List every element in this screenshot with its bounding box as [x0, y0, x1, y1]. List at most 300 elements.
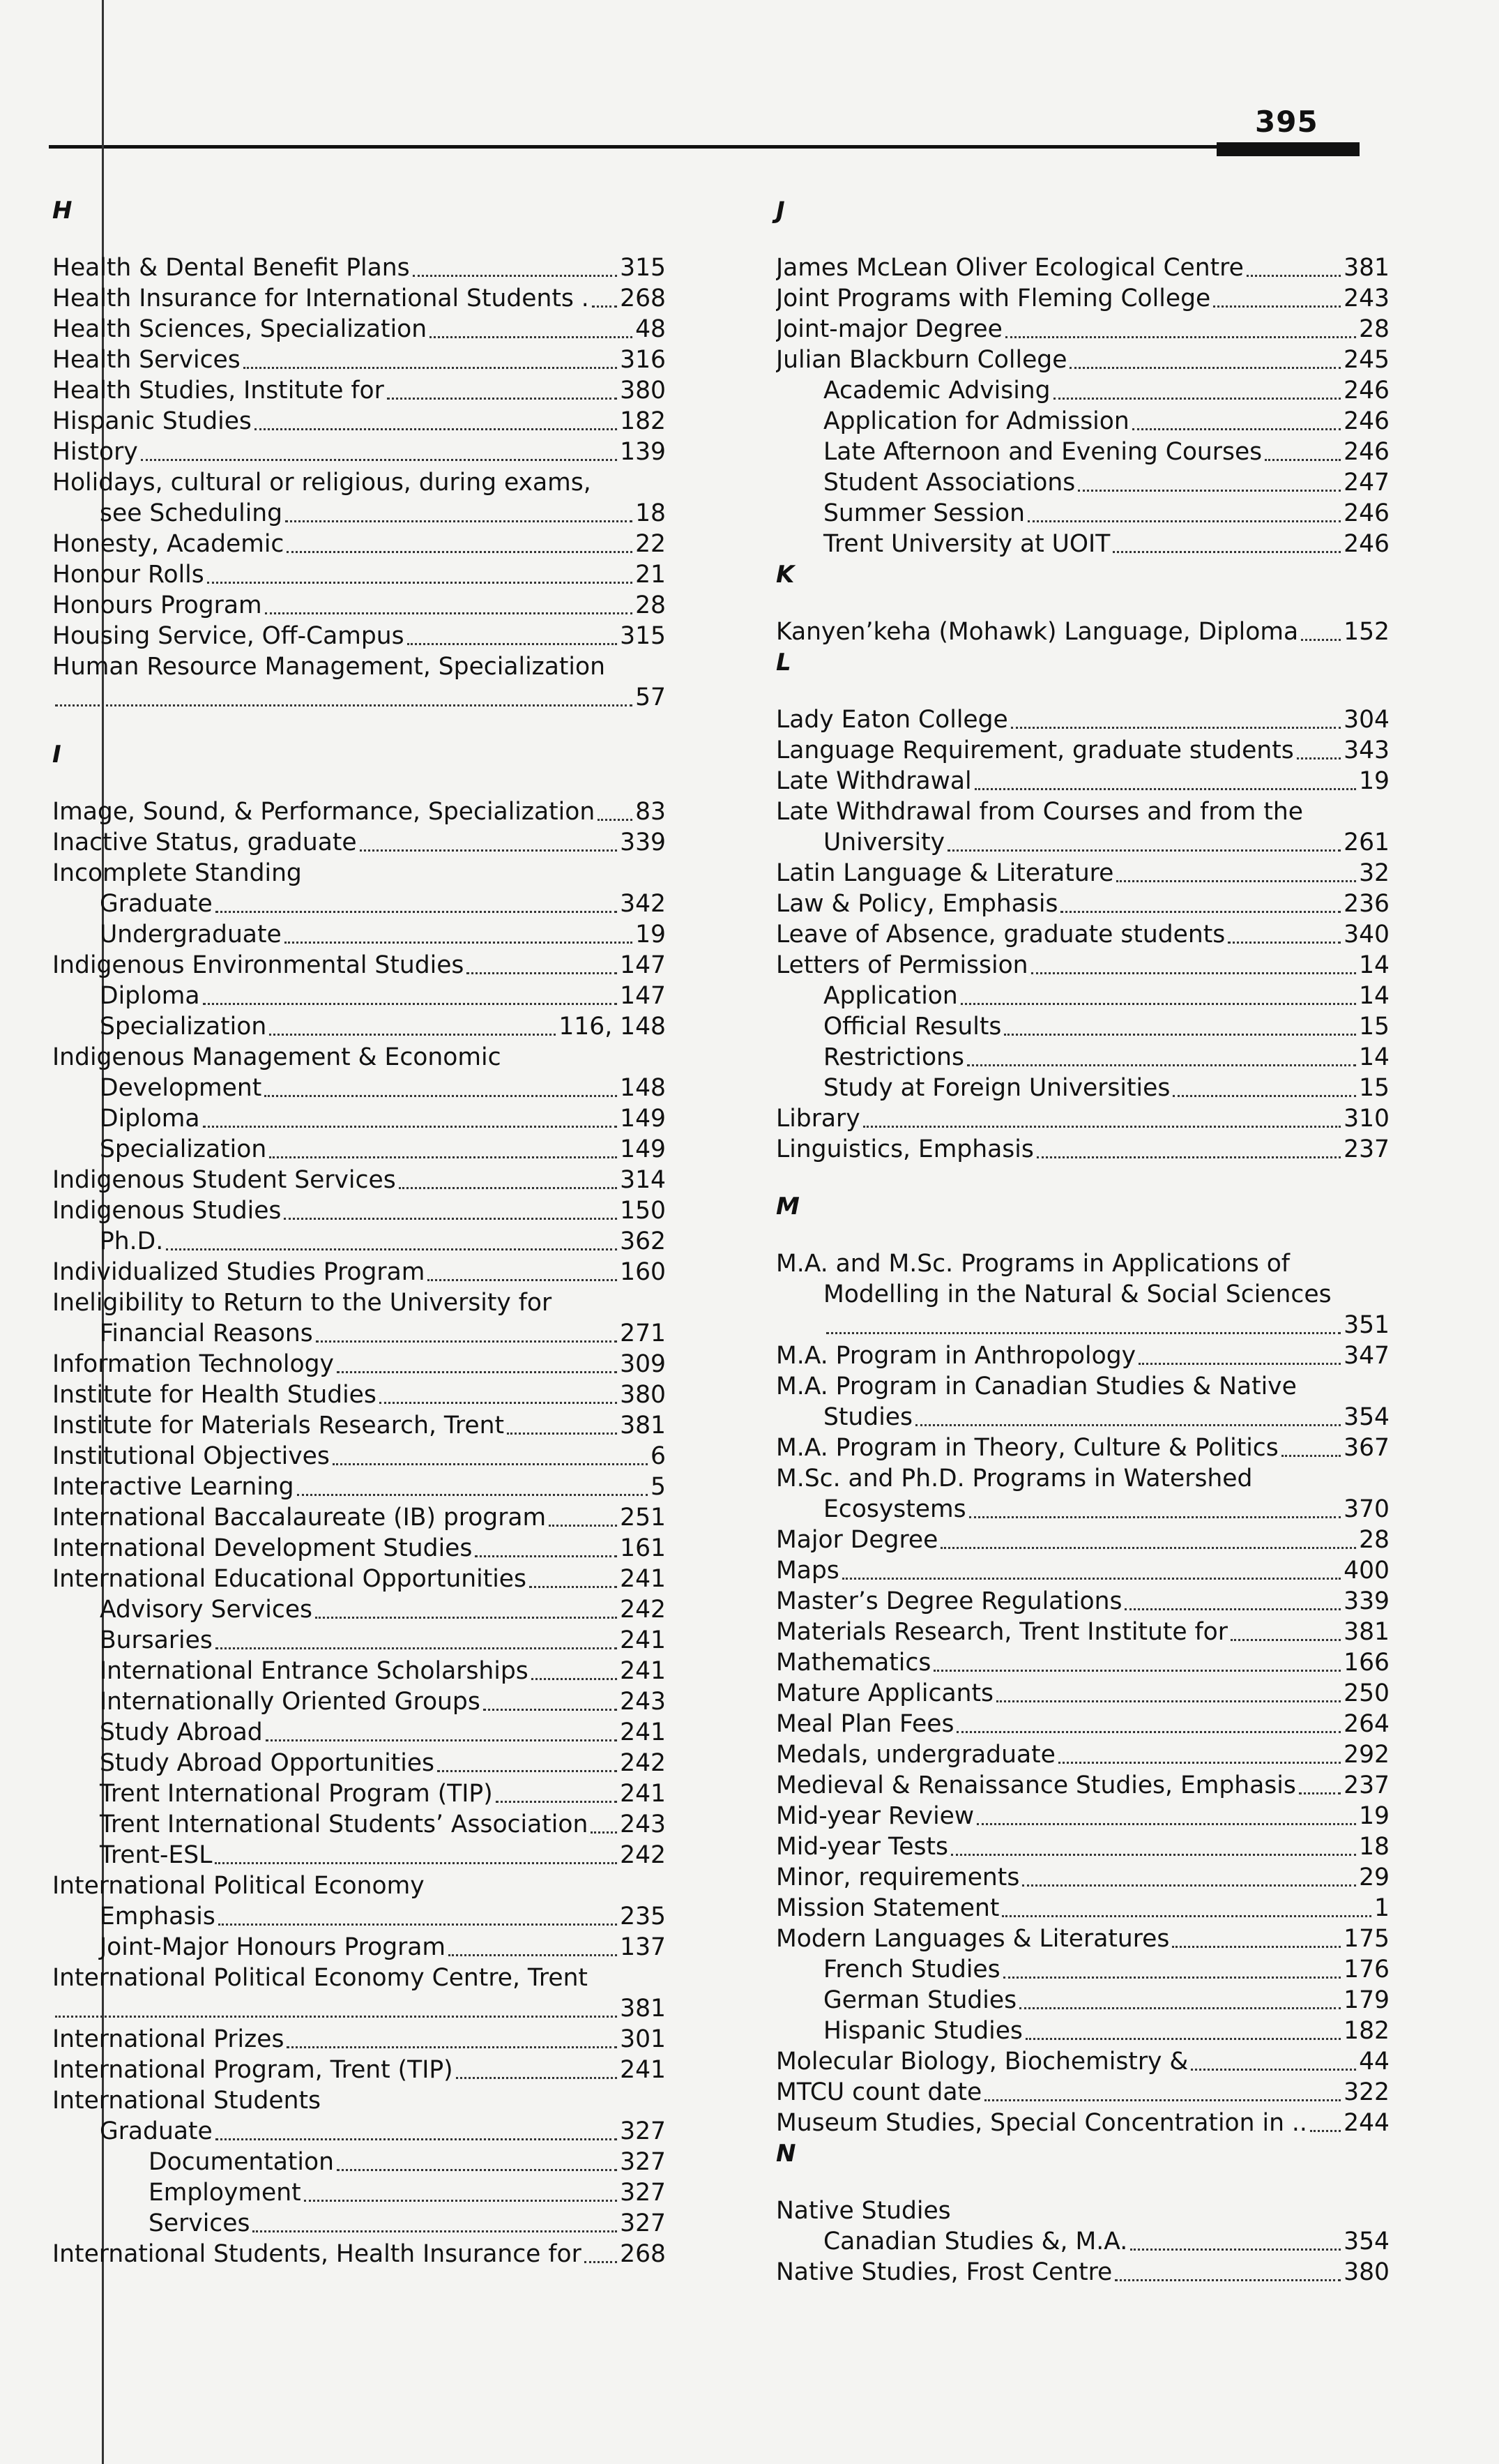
entry-page-ref: 354 [1344, 2228, 1390, 2255]
entry-page-ref: 21 [635, 561, 666, 589]
entry-page-ref: 57 [635, 683, 666, 711]
dot-leader [269, 1034, 556, 1036]
index-entry-canadian-studies-m-a [776, 2226, 1390, 2257]
entry-label: Emphasis [100, 1903, 215, 1930]
index-entry-health-insurance-for-international-students [52, 283, 666, 314]
entry-page-ref: 314 [620, 1166, 666, 1194]
entry-label: International Program, Trent (TIP) [52, 2056, 453, 2084]
index-entry-graduate [52, 889, 666, 919]
index-entry-james-mclean-oliver-ecological-centre [776, 252, 1390, 283]
entry-page-ref: 381 [1344, 1618, 1390, 1646]
entry-page-ref: 243 [620, 1688, 666, 1716]
index-entry-linguistics-emphasis [776, 1134, 1390, 1165]
entry-label: Internationally Oriented Groups [100, 1688, 480, 1716]
entry-label: Indigenous Management & Economic [52, 1043, 501, 1071]
entry-page-ref: 176 [1344, 1956, 1390, 1983]
entry-label: Health Insurance for International Students . [52, 285, 589, 312]
index-entry-trent-esl [52, 1840, 666, 1870]
entry-page-ref: 237 [1344, 1771, 1390, 1799]
entry-page-ref: 139 [620, 438, 666, 466]
index-entry-human-resource-management-specialization [52, 651, 666, 682]
dot-leader [337, 2169, 617, 2171]
dot-leader [287, 551, 632, 553]
index-entry-services [52, 2208, 666, 2239]
entry-page-ref: 83 [635, 798, 666, 826]
dot-leader [529, 1586, 617, 1588]
entry-page-ref: 19 [635, 921, 666, 948]
index-entry-employment [52, 2177, 666, 2208]
index-entry-internationally-oriented-groups [52, 1686, 666, 1717]
index-entry-bursaries [52, 1625, 666, 1656]
entry-page-ref: 343 [1344, 736, 1390, 764]
index-entry-m-sc-and-ph-d-programs-in-watershed [776, 1463, 1390, 1494]
dot-leader [1213, 305, 1341, 308]
dot-leader [863, 1126, 1341, 1128]
dot-leader [141, 459, 617, 461]
dot-leader [413, 275, 618, 277]
index-entry-hispanic-studies [776, 2016, 1390, 2046]
index-entry-international-students [52, 2085, 666, 2116]
index-entry-minor-requirements [776, 1862, 1390, 1893]
entry-label: Medals, undergraduate [776, 1741, 1056, 1769]
entry-page-ref: 316 [620, 346, 666, 374]
entry-label: see Scheduling [100, 499, 283, 527]
entry-label: Study Abroad [100, 1718, 263, 1746]
entry-label: Medieval & Renaissance Studies, Emphasis [776, 1771, 1296, 1799]
index-entry-letters-of-permission [776, 950, 1390, 981]
entry-page-ref: 19 [1359, 1802, 1390, 1830]
dot-leader [1019, 2007, 1341, 2009]
entry-page-ref: 28 [1359, 315, 1390, 343]
entry-page-ref: 182 [620, 407, 666, 435]
dot-leader [287, 2046, 617, 2048]
dot-leader [215, 1862, 617, 1864]
dot-leader [977, 1823, 1356, 1825]
entry-label: Materials Research, Trent Institute for [776, 1618, 1228, 1646]
index-entry-french-studies [776, 1954, 1390, 1985]
dot-leader [254, 428, 617, 430]
index-entry-museum-studies-special-concentration-in [776, 2108, 1390, 2138]
entry-page-ref: 400 [1344, 1557, 1390, 1585]
index-entry-medals-undergraduate [776, 1739, 1390, 1770]
dot-leader [407, 643, 618, 645]
entry-page-ref: 18 [635, 499, 666, 527]
dot-leader [967, 1064, 1356, 1066]
entry-label: Studies [823, 1403, 913, 1431]
entry-label: Health Services [52, 346, 241, 374]
dot-leader [387, 398, 617, 400]
index-entry-international-educational-opportunities [52, 1564, 666, 1594]
entry-page-ref: 241 [620, 1657, 666, 1685]
dot-leader [166, 1248, 617, 1250]
dot-leader [584, 2261, 617, 2263]
entry-page-ref: 367 [1344, 1434, 1390, 1462]
dot-leader [315, 1617, 617, 1619]
entry-label: Mathematics [776, 1649, 931, 1677]
entry-label: Master’s Degree Regulations [776, 1587, 1123, 1615]
dot-leader [984, 2099, 1341, 2101]
dot-leader [55, 2016, 617, 2018]
dot-leader [427, 1279, 617, 1281]
dot-leader [218, 1923, 617, 1926]
index-entry-housing-service-off-campus [52, 621, 666, 651]
dot-leader [996, 1700, 1341, 1702]
entry-page-ref: 380 [1344, 2258, 1390, 2286]
entry-page-ref: 182 [1344, 2017, 1390, 2045]
index-entry-restrictions [776, 1042, 1390, 1073]
section-spacer [776, 1222, 1390, 1248]
entry-label: Bursaries [100, 1626, 213, 1654]
index-entry-kanyen-keha-mohawk-language-diploma [776, 617, 1390, 647]
dot-leader [284, 1218, 617, 1220]
entry-page-ref: 160 [620, 1258, 666, 1286]
entry-label: Financial Reasons [100, 1320, 313, 1347]
index-entry-indigenous-environmental-studies [52, 950, 666, 981]
entry-page-ref: 14 [1359, 951, 1390, 979]
entry-label: German Studies [823, 1986, 1017, 2014]
index-entry-information-technology [52, 1349, 666, 1380]
index-entry-official-results [776, 1011, 1390, 1042]
dot-leader [1310, 2130, 1341, 2132]
index-entry-documentation [52, 2147, 666, 2177]
entry-label: Indigenous Environmental Studies [52, 951, 464, 979]
entry-page-ref: 251 [620, 1504, 666, 1532]
dot-leader [1297, 757, 1341, 759]
entry-page-ref: 246 [1344, 438, 1390, 466]
entry-page-ref: 116, 148 [558, 1013, 666, 1041]
index-column-left [52, 195, 666, 2269]
entry-page-ref: 241 [620, 1626, 666, 1654]
index-entry-m-a-and-m-sc-programs-in-applications-of [776, 1248, 1390, 1279]
index-entry-study-abroad-opportunities [52, 1748, 666, 1778]
entry-label: Graduate [100, 2117, 213, 2145]
entry-label: History [52, 438, 138, 466]
dot-leader [1299, 1792, 1341, 1794]
dot-leader [1058, 1762, 1341, 1764]
entry-label: Interactive Learning [52, 1473, 294, 1501]
section-letter-j: J [776, 197, 785, 225]
entry-page-ref: 327 [620, 2209, 666, 2237]
entry-label: Meal Plan Fees [776, 1710, 954, 1738]
index-entry-materials-research-trent-institute-for [776, 1617, 1390, 1647]
entry-label: Language Requirement, graduate students [776, 736, 1294, 764]
entry-label: Letters of Permission [776, 951, 1028, 979]
entry-label: Individualized Studies Program [52, 1258, 425, 1286]
entry-label: Honesty, Academic [52, 530, 284, 558]
index-entry-mid-year-tests [776, 1831, 1390, 1862]
dot-leader [842, 1578, 1341, 1580]
entry-label: Advisory Services [100, 1596, 313, 1624]
index-column-right [776, 195, 1390, 2288]
dot-leader [448, 1954, 617, 1956]
dot-leader [592, 305, 617, 308]
entry-page-ref: 243 [620, 1811, 666, 1838]
entry-label: International Political Economy Centre, Trent [52, 1964, 588, 1992]
dot-leader [1022, 1884, 1356, 1887]
index-entry-language-requirement-graduate-students [776, 735, 1390, 766]
dot-leader [379, 1402, 617, 1404]
entry-page-ref: 245 [1344, 346, 1390, 374]
dot-leader [1113, 551, 1341, 553]
entry-page-ref: 237 [1344, 1135, 1390, 1163]
page-number: 395 [1255, 105, 1318, 139]
entry-label: French Studies [823, 1956, 1000, 1983]
dot-leader [207, 582, 632, 584]
dot-leader [333, 1463, 648, 1465]
index-entry-m-a-program-in-canadian-studies-native [776, 1371, 1390, 1402]
entry-label: Summer Session [823, 499, 1025, 527]
index-entry-health-services [52, 345, 666, 375]
entry-page-ref: 322 [1344, 2078, 1390, 2106]
index-entry-mid-year-review [776, 1801, 1390, 1831]
dot-leader [284, 942, 632, 944]
entry-page-ref: 14 [1359, 982, 1390, 1010]
entry-label: University [823, 829, 945, 856]
entry-label: Holidays, cultural or religious, during exams, [52, 469, 591, 497]
section-letter-i: I [52, 741, 61, 769]
entry-label: Lady Eaton College [776, 706, 1008, 734]
entry-page-ref: 340 [1344, 921, 1390, 948]
entry-label: Honour Rolls [52, 561, 204, 589]
entry-label: M.A. Program in Canadian Studies & Native [776, 1373, 1297, 1400]
index-entry-honours-program [52, 590, 666, 621]
index-entry-health-studies-institute-for [52, 375, 666, 406]
dot-leader [969, 1516, 1341, 1518]
entry-label: Ph.D. [100, 1227, 164, 1255]
index-entry-continuation [52, 682, 666, 713]
index-entry-history [52, 437, 666, 467]
dot-leader [1003, 1977, 1341, 1979]
dot-leader [496, 1801, 617, 1803]
entry-label: Housing Service, Off-Campus [52, 622, 404, 650]
dot-leader [1070, 367, 1341, 369]
index-entry-international-baccalaureate-ib-program [52, 1502, 666, 1533]
entry-label: Ineligibility to Return to the University for [52, 1289, 552, 1317]
entry-page-ref: 271 [620, 1320, 666, 1347]
index-entry-latin-language-literature [776, 858, 1390, 889]
dot-leader [1228, 942, 1341, 944]
index-entry-trent-university-at-uoit [776, 529, 1390, 559]
entry-label: Image, Sound, & Performance, Specialization [52, 798, 595, 826]
entry-label: Trent-ESL [100, 1841, 213, 1869]
dot-leader [429, 336, 632, 338]
dot-leader [1078, 490, 1341, 492]
dot-leader [1191, 2069, 1356, 2071]
entry-label: M.A. Program in Anthropology [776, 1342, 1136, 1370]
index-entry-library [776, 1103, 1390, 1134]
entry-label: M.A. Program in Theory, Culture & Politics [776, 1434, 1279, 1462]
entry-page-ref: 309 [620, 1350, 666, 1378]
entry-label: Application for Admission [823, 407, 1129, 435]
index-entry-continuation [776, 1310, 1390, 1340]
entry-label: Documentation [149, 2148, 334, 2176]
entry-label: Mission Statement [776, 1894, 1000, 1922]
index-entry-development [52, 1073, 666, 1103]
entry-label: Law & Policy, Emphasis [776, 890, 1058, 918]
dot-leader [316, 1340, 617, 1343]
dot-leader [915, 1424, 1341, 1426]
entry-page-ref: 310 [1344, 1105, 1390, 1133]
entry-label: Incomplete Standing [52, 859, 302, 887]
section-spacer [52, 770, 666, 796]
dot-leader [1125, 1608, 1341, 1610]
entry-label: James McLean Oliver Ecological Centre [776, 254, 1244, 282]
entry-page-ref: 15 [1359, 1013, 1390, 1041]
dot-leader [265, 612, 633, 614]
entry-page-ref: 14 [1359, 1043, 1390, 1071]
entry-label: Native Studies, Frost Centre [776, 2258, 1113, 2286]
dot-leader [1139, 1363, 1341, 1365]
dot-leader [243, 367, 617, 369]
index-entry-summer-session [776, 498, 1390, 529]
entry-page-ref: 161 [620, 1534, 666, 1562]
entry-page-ref: 250 [1344, 1679, 1390, 1707]
entry-page-ref: 236 [1344, 890, 1390, 918]
dot-leader [531, 1678, 617, 1680]
entry-label: Canadian Studies &, M.A. [823, 2228, 1128, 2255]
index-entry-see-scheduling [52, 498, 666, 529]
section-spacer [776, 590, 1390, 617]
dot-leader [297, 1494, 648, 1496]
entry-label: Information Technology [52, 1350, 334, 1378]
section-letter-m: M [776, 1193, 800, 1220]
dot-leader [466, 972, 617, 974]
entry-label: International Prizes [52, 2025, 284, 2053]
dot-leader [360, 849, 618, 852]
index-entry-undergraduate [52, 919, 666, 950]
entry-label: Application [823, 982, 958, 1010]
entry-label: International Baccalaureate (IB) program [52, 1504, 547, 1532]
index-entry-modern-languages-literatures [776, 1923, 1390, 1954]
index-entry-lady-eaton-college [776, 704, 1390, 735]
entry-label: M.A. and M.Sc. Programs in Applications of [776, 1250, 1290, 1278]
index-entry-international-prizes [52, 2024, 666, 2055]
entry-page-ref: 315 [620, 254, 666, 282]
entry-page-ref: 44 [1359, 2048, 1390, 2076]
entry-page-ref: 315 [620, 622, 666, 650]
dot-leader [304, 2200, 618, 2202]
entry-page-ref: 268 [620, 2240, 666, 2268]
index-entry-specialization [52, 1011, 666, 1042]
index-entry-incomplete-standing [52, 858, 666, 889]
index-entry-international-entrance-scholarships [52, 1656, 666, 1686]
dot-leader [941, 1547, 1356, 1549]
entry-label: International Students [52, 2087, 321, 2115]
dot-leader [269, 1156, 617, 1158]
entry-label: Institute for Health Studies [52, 1381, 376, 1409]
dot-leader [934, 1670, 1341, 1672]
section-spacer [776, 2169, 1390, 2195]
section-spacer [52, 226, 666, 252]
index-entry-international-students-health-insurance-for [52, 2239, 666, 2269]
dot-leader [961, 1003, 1356, 1005]
entry-label: Linguistics, Emphasis [776, 1135, 1034, 1163]
entry-page-ref: 261 [1344, 829, 1390, 856]
entry-page-ref: 327 [620, 2117, 666, 2145]
section-spacer [52, 713, 666, 739]
index-entry-international-political-economy [52, 1870, 666, 1901]
index-entry-university [776, 827, 1390, 858]
dot-leader [337, 1371, 617, 1373]
index-entry-ineligibility-to-return-to-the-university-for [52, 1287, 666, 1318]
entry-label: Minor, requirements [776, 1864, 1020, 1891]
index-entry-student-associations [776, 467, 1390, 498]
index-entry-international-political-economy-centre-trent [52, 1963, 666, 1993]
entry-page-ref: 327 [620, 2148, 666, 2176]
index-entry-late-afternoon-and-evening-courses [776, 437, 1390, 467]
index-entry-maps [776, 1555, 1390, 1586]
dot-leader [1115, 2279, 1341, 2281]
entry-page-ref: 246 [1344, 530, 1390, 558]
entry-page-ref: 175 [1344, 1925, 1390, 1953]
entry-label: Hispanic Studies [52, 407, 252, 435]
entry-label: Restrictions [823, 1043, 964, 1071]
entry-label: Hispanic Studies [823, 2017, 1023, 2045]
index-entry-medieval-renaissance-studies-emphasis [776, 1770, 1390, 1801]
index-entry-academic-advising [776, 375, 1390, 406]
index-entry-institutional-objectives [52, 1441, 666, 1472]
entry-label: Study Abroad Opportunities [100, 1749, 435, 1777]
entry-label: Institutional Objectives [52, 1442, 330, 1470]
dot-leader [1060, 911, 1341, 913]
entry-page-ref: 29 [1359, 1864, 1390, 1891]
index-entry-individualized-studies-program [52, 1257, 666, 1287]
index-entry-study-at-foreign-universities [776, 1073, 1390, 1103]
entry-label: Undergraduate [100, 921, 282, 948]
header-rule [49, 145, 1360, 149]
index-entry-international-program-trent-tip [52, 2055, 666, 2085]
dot-leader [1301, 639, 1341, 641]
dot-leader [1031, 972, 1357, 974]
index-entry-inactive-status-graduate [52, 827, 666, 858]
entry-page-ref: 354 [1344, 1403, 1390, 1431]
index-entry-mtcu-count-date [776, 2077, 1390, 2108]
index-entry-continuation [52, 1993, 666, 2024]
dot-leader [252, 2230, 617, 2232]
dot-leader [399, 1187, 617, 1189]
index-entry-application-for-admission [776, 406, 1390, 437]
index-entry-application [776, 981, 1390, 1011]
index-entry-diploma [52, 981, 666, 1011]
dot-leader [1281, 1455, 1341, 1457]
dot-leader [1173, 1095, 1356, 1097]
entry-page-ref: 351 [1344, 1311, 1390, 1339]
entry-label: Trent International Program (TIP) [100, 1780, 493, 1808]
entry-page-ref: 1 [1374, 1894, 1390, 1922]
index-entry-julian-blackburn-college [776, 345, 1390, 375]
entry-page-ref: 301 [620, 2025, 666, 2053]
entry-page-ref: 264 [1344, 1710, 1390, 1738]
entry-label: Health Studies, Institute for [52, 377, 384, 405]
entry-label: MTCU count date [776, 2078, 982, 2106]
section-letter-k: K [776, 561, 795, 589]
entry-page-ref: 149 [620, 1135, 666, 1163]
entry-page-ref: 381 [1344, 254, 1390, 282]
index-entry-meal-plan-fees [776, 1709, 1390, 1739]
dot-leader [1005, 336, 1356, 338]
entry-page-ref: 246 [1344, 499, 1390, 527]
entry-label: International Political Economy [52, 1872, 425, 1900]
entry-label: Mature Applicants [776, 1679, 994, 1707]
entry-label: Modern Languages & Literatures [776, 1925, 1170, 1953]
dot-leader [215, 2138, 617, 2140]
entry-label: Latin Language & Literature [776, 859, 1114, 887]
index-entry-m-a-program-in-theory-culture-politics [776, 1433, 1390, 1463]
entry-page-ref: 381 [620, 1995, 666, 2023]
entry-page-ref: 148 [620, 1074, 666, 1102]
entry-page-ref: 241 [620, 1780, 666, 1808]
entry-page-ref: 166 [1344, 1649, 1390, 1677]
